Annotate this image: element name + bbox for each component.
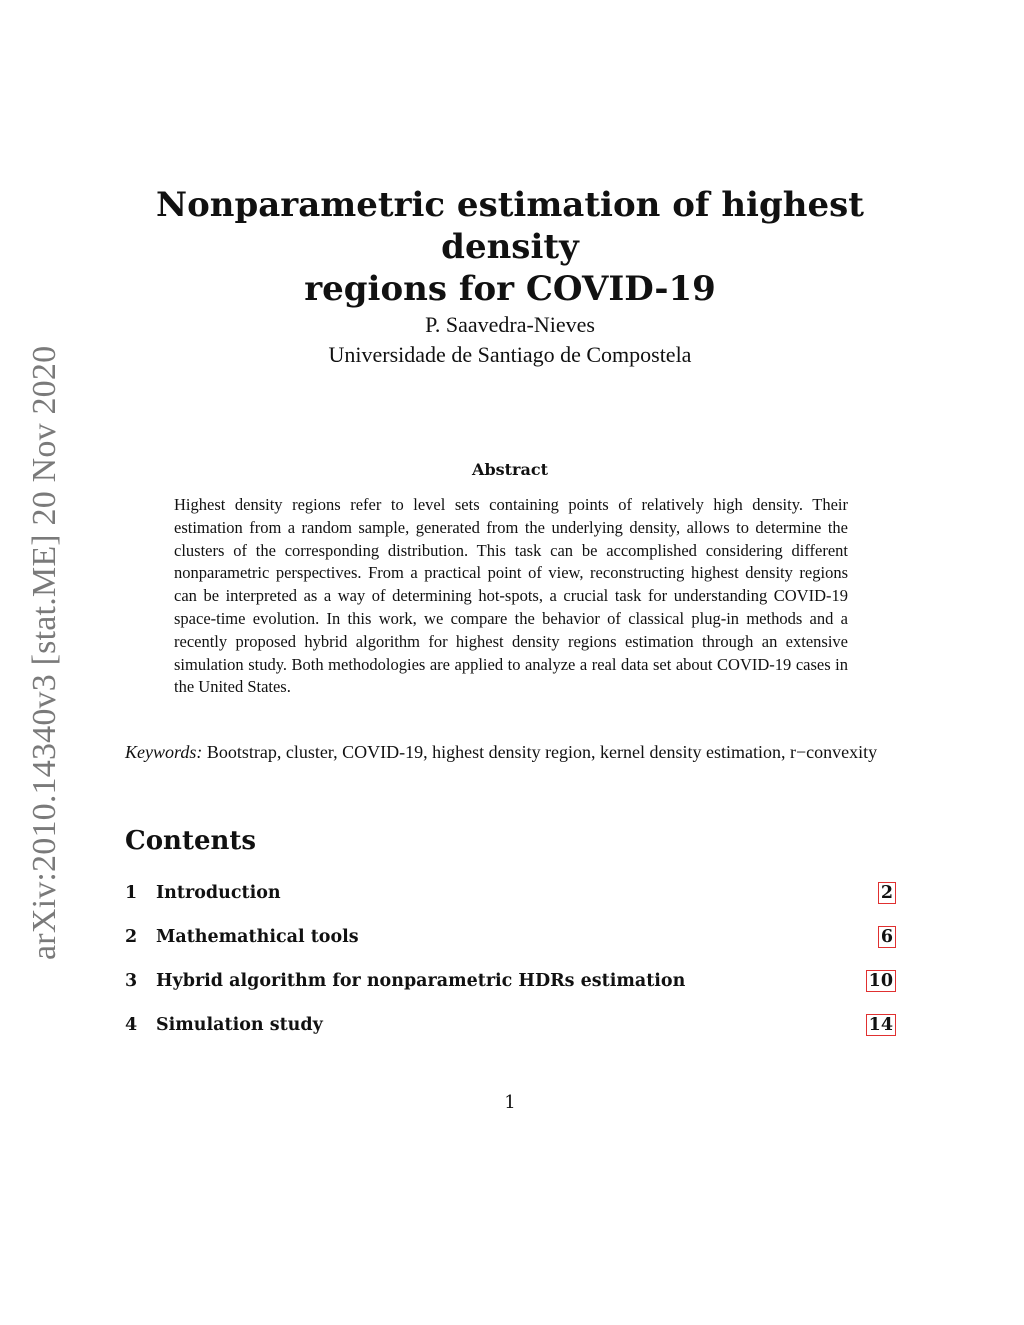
title-line-2: regions for COVID-19 (304, 269, 716, 309)
author-affiliation: Universidade de Santiago de Compostela (328, 342, 692, 367)
page-number: 1 (504, 1092, 516, 1113)
keywords (125, 740, 897, 764)
toc-title: Introduction (156, 883, 281, 903)
keywords-text: Bootstrap, cluster, COVID-19, highest density region, kernel density estimation, r−convexity (206, 742, 878, 762)
author-block (200, 310, 820, 370)
toc-number: 3 (125, 971, 138, 991)
toc-page-link[interactable]: 2 (878, 882, 896, 904)
keywords-label: Keywords: (125, 742, 203, 762)
toc-page-link[interactable]: 10 (866, 970, 896, 992)
arxiv-sidebar-stamp (12, 330, 78, 960)
toc-entry-simulation-study[interactable] (125, 1008, 900, 1052)
toc-page-link[interactable]: 14 (866, 1014, 896, 1036)
table-of-contents (125, 876, 900, 1052)
toc-title: Hybrid algorithm for nonparametric HDRs estimation (156, 971, 686, 991)
toc-page-link[interactable]: 6 (878, 926, 896, 948)
arxiv-identifier: arXiv:2010.14340v3 [stat.ME] 20 Nov 2020 (26, 345, 63, 960)
abstract-body: Highest density regions refer to level sets containing points of relatively high density. Their estimation from a random sample, generated from the underlying density, allows to determine the clusters of the corresponding distribution. This task can be accomplished considering different nonparametric perspectives. From a practical point of view, reconstructing highest density regions can be interpreted as a way of determining hot-spots, a crucial task for understanding COVID-19 space-time evolution. In this work, we compare the behavior of classical plug-in methods and a recently proposed hybrid algorithm for highest density regions estimation through an extensive simulation study. Both methodologies are applied to analyze a real data set about COVID-19 cases in the United States. (174, 495, 848, 697)
paper-title (130, 184, 890, 310)
toc-entry-hybrid-algorithm[interactable] (125, 964, 900, 1008)
toc-title: Simulation study (156, 1015, 323, 1035)
toc-entry-introduction[interactable] (125, 876, 900, 920)
contents-heading: Contents (125, 826, 257, 856)
toc-entry-mathematical-tools[interactable] (125, 920, 900, 964)
toc-number: 1 (125, 883, 138, 903)
title-line-1: Nonparametric estimation of highest density (156, 185, 864, 267)
author-name: P. Saavedra-Nieves (425, 312, 595, 337)
toc-number: 2 (125, 927, 138, 947)
abstract-heading: Abstract (472, 460, 548, 479)
toc-number: 4 (125, 1015, 138, 1035)
toc-title: Mathemathical tools (156, 927, 359, 947)
